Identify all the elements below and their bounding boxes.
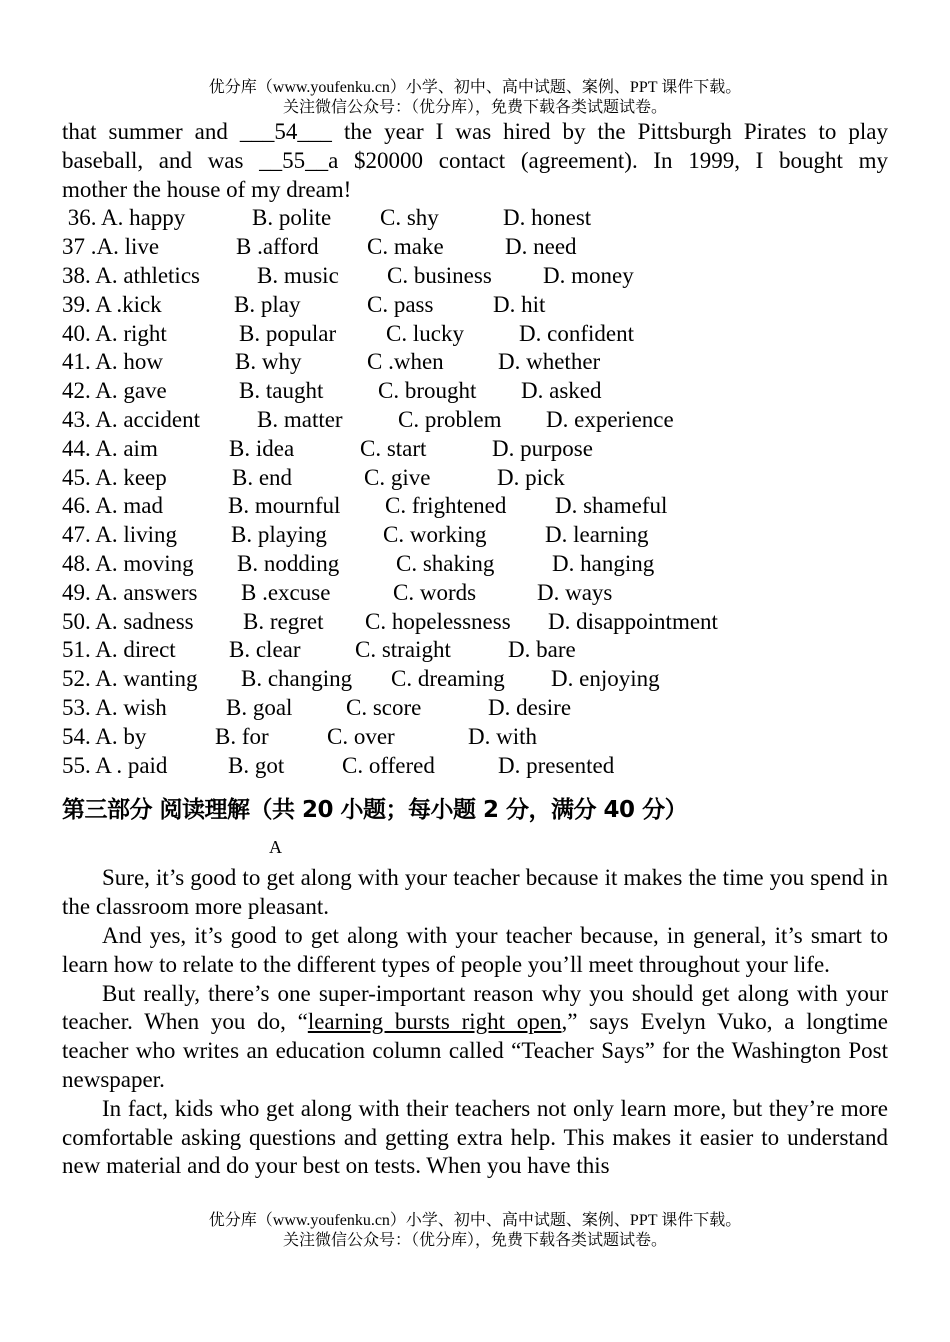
intro-line-1: that summer and ___54___ the year I was hired by the Pittsburgh Pirates to play	[62, 119, 888, 144]
option-d: D. money	[543, 262, 634, 288]
option-d: D. disappointment	[548, 608, 718, 634]
document-body	[62, 118, 888, 1181]
option-a: 47. A. living	[62, 522, 178, 548]
option-a: 50. A. sadness	[62, 608, 194, 634]
option-c: C. shy	[380, 205, 439, 231]
option-a: 55. A . paid	[62, 752, 168, 778]
paragraph-3-part-1: But really, there’s one super-important reason why you should get along with your teacher. When you do, “	[62, 980, 888, 1035]
option-c: C. hopelessness	[365, 608, 511, 634]
option-row	[62, 377, 888, 406]
option-d: D. pick	[497, 464, 565, 490]
paragraph-3	[62, 980, 888, 1095]
option-c: C. pass	[367, 291, 434, 317]
option-b: B. goal	[226, 694, 293, 720]
option-row	[62, 204, 888, 233]
page-header	[0, 78, 950, 118]
intro-line-2: baseball, and was __55__a $20000 contact (agreement). In 1999, I bought my	[62, 147, 888, 173]
option-b: B. matter	[257, 406, 343, 432]
passage-label: A	[269, 837, 282, 858]
option-d: D. purpose	[492, 435, 593, 461]
footer-line-1: 优分库（www.youfenku.cn）小学、初中、高中试题、案例、PPT 课件下载。	[208, 1212, 742, 1229]
option-b: B. changing	[241, 666, 353, 692]
option-b: B. music	[257, 262, 339, 288]
option-d: D. need	[505, 234, 577, 260]
option-d: D. presented	[498, 752, 615, 778]
option-d: D. honest	[503, 205, 592, 231]
option-row	[62, 320, 888, 349]
option-c: C .when	[367, 349, 444, 375]
option-a: 54. A. by	[62, 723, 147, 749]
option-row	[62, 550, 888, 579]
options-list	[62, 204, 888, 780]
option-c: C. problem	[398, 406, 502, 432]
option-row	[62, 233, 888, 262]
option-a: 49. A. answers	[62, 579, 198, 605]
option-b: B. end	[232, 464, 293, 490]
option-d: D. hit	[493, 291, 546, 317]
option-a: 37 .A. live	[62, 234, 160, 260]
header-line-1: 优分库（www.youfenku.cn）小学、初中、高中试题、案例、PPT 课件下载。	[208, 79, 742, 96]
option-c: C. working	[383, 522, 487, 548]
option-d: D. shameful	[555, 493, 668, 519]
option-row	[62, 291, 888, 320]
option-d: D. confident	[519, 320, 634, 346]
option-b: B. play	[234, 291, 301, 317]
option-c: C. lucky	[386, 320, 464, 346]
option-d: D. with	[468, 723, 537, 749]
option-row	[62, 521, 888, 550]
header-line-2: 关注微信公众号：（优分库），免费下载各类试题试卷。	[282, 99, 667, 116]
option-d: D. bare	[508, 637, 576, 663]
option-c: C. brought	[378, 378, 477, 404]
option-row	[62, 348, 888, 377]
option-b: B. why	[235, 349, 302, 375]
option-b: B. polite	[252, 205, 332, 231]
underlined-phrase: learning bursts right open	[307, 1009, 562, 1035]
paragraph-2: And yes, it’s good to get along with your teacher because, in general, it’s smart to learn how to relate to the different types of people you’ll meet throughout your life.	[62, 922, 888, 977]
option-c: C. score	[346, 694, 422, 720]
option-a: 52. A. wanting	[62, 666, 198, 692]
option-a: 39. A .kick	[62, 291, 162, 317]
option-a: 45. A. keep	[62, 464, 167, 490]
option-c: C. words	[393, 579, 477, 605]
option-a: 46. A. mad	[62, 493, 163, 519]
option-c: C. start	[360, 435, 427, 461]
option-c: C. offered	[342, 752, 435, 778]
footer-line-2: 关注微信公众号：（优分库），免费下载各类试题试卷。	[282, 1232, 667, 1249]
option-d: D. learning	[545, 522, 649, 548]
option-b: B. playing	[231, 522, 327, 548]
option-row	[62, 464, 888, 493]
option-b: B. for	[215, 723, 269, 749]
option-a: 36. A. happy	[62, 205, 186, 231]
paragraph-3-part-2: ,” says Evelyn Vuko, a longtime teacher who writes an education column called “Teacher Says” for the Washington Post newspaper.	[62, 1009, 888, 1092]
option-b: B. got	[228, 752, 285, 778]
option-row	[62, 636, 888, 665]
option-c: C. over	[327, 723, 395, 749]
paragraph-1: Sure, it’s good to get along with your teacher because it makes the time you spend in the classroom more pleasant.	[62, 865, 888, 920]
option-row	[62, 665, 888, 694]
option-b: B. idea	[229, 435, 295, 461]
page-footer	[0, 1211, 950, 1251]
option-a: 51. A. direct	[62, 637, 176, 663]
option-row	[62, 694, 888, 723]
option-a: 38. A. athletics	[62, 262, 200, 288]
option-b: B. taught	[239, 378, 324, 404]
option-a: 42. A. gave	[62, 378, 167, 404]
option-d: D. whether	[498, 349, 601, 375]
option-a: 41. A. how	[62, 349, 163, 375]
option-c: C. business	[387, 262, 492, 288]
option-d: D. enjoying	[551, 666, 660, 692]
option-a: 44. A. aim	[62, 435, 158, 461]
option-c: C. dreaming	[391, 666, 505, 692]
option-a: 40. A. right	[62, 320, 167, 346]
option-b: B. regret	[243, 608, 324, 634]
option-d: D. hanging	[552, 550, 655, 576]
paragraph-4: In fact, kids who get along with their teachers not only learn more, but they’re more comfortable asking questions and getting extra help. This makes it easier to understand new material and do your best on tests. When you have this	[62, 1095, 888, 1179]
option-row	[62, 723, 888, 752]
option-row	[62, 406, 888, 435]
option-b: B. popular	[239, 320, 337, 346]
option-c: C. make	[367, 234, 444, 260]
option-row	[62, 579, 888, 608]
option-d: D. desire	[488, 694, 572, 720]
option-b: B .excuse	[241, 579, 331, 605]
section-title: 第三部分 阅读理解（共 20 小题；每小题 2 分，满分 40 分）	[62, 797, 688, 824]
option-d: D. asked	[521, 378, 602, 404]
option-b: B. mournful	[228, 493, 341, 519]
option-row	[62, 435, 888, 464]
option-b: B .afford	[236, 234, 319, 260]
option-a: 48. A. moving	[62, 550, 194, 576]
option-d: D. ways	[537, 579, 613, 605]
option-d: D. experience	[546, 406, 674, 432]
option-c: C. straight	[355, 637, 451, 663]
option-c: C. frightened	[385, 493, 507, 519]
option-row	[62, 492, 888, 521]
option-c: C. give	[364, 464, 431, 490]
option-c: C. shaking	[396, 550, 495, 576]
option-row	[62, 262, 888, 291]
option-a: 43. A. accident	[62, 406, 200, 432]
intro-line-3: mother the house of my dream!	[62, 176, 352, 202]
option-b: B. nodding	[237, 550, 340, 576]
option-a: 53. A. wish	[62, 694, 167, 720]
option-row	[62, 752, 888, 781]
option-b: B. clear	[229, 637, 301, 663]
intro-passage	[62, 118, 888, 204]
option-row	[62, 608, 888, 637]
